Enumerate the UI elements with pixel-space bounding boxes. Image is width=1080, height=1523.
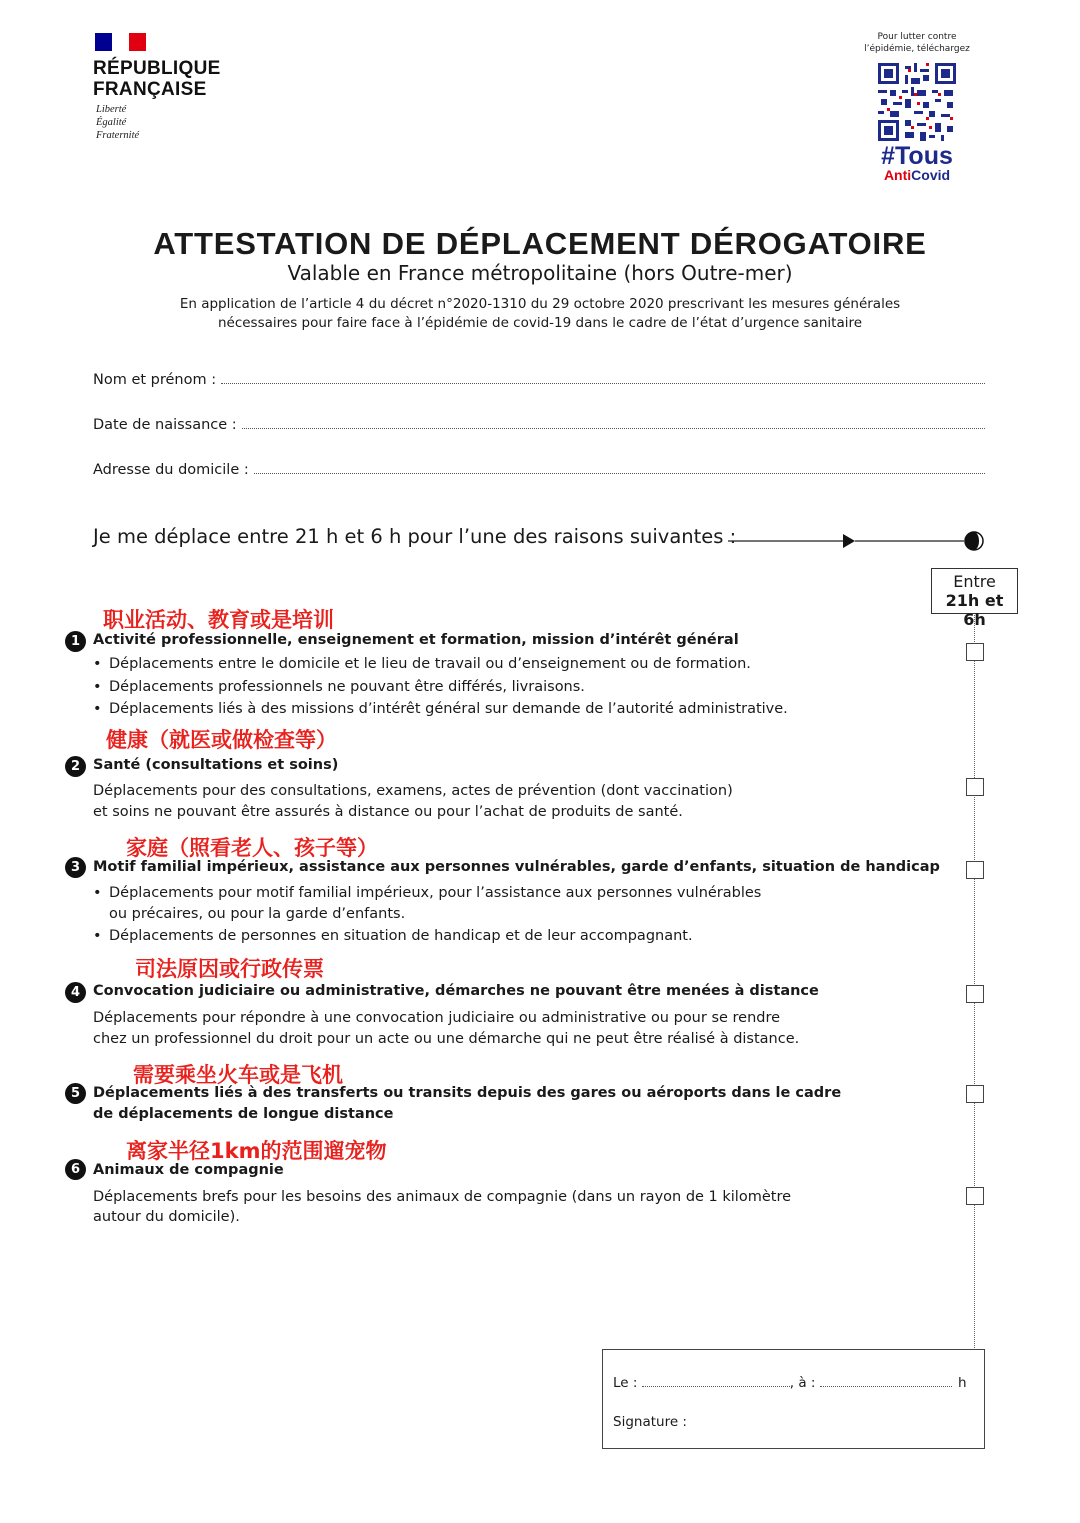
annotation-2: 健康（就医或做检查等） (106, 728, 337, 752)
legal-intro-line2: nécessaires pour faire face à l’épidémie de covid-19 dans le cadre de l’état d’urgence sanitaire (217, 315, 863, 331)
bullet-text: Déplacements de personnes en situation de handicap et de leur accompagnant. (109, 928, 693, 944)
hour-unit-label: h (958, 1375, 967, 1391)
section-6-number-icon: 6 (65, 1159, 86, 1180)
date-place-row (613, 1375, 967, 1391)
section-3-number-icon: 3 (65, 857, 86, 878)
anticovid-anti: Anti (883, 167, 912, 183)
section-3-bullet-1-continued: ou précaires, ou pour la garde d’enfants. (109, 906, 406, 922)
section-6-text-line2: autour du domicile). (93, 1209, 240, 1225)
annotation-5: 需要乘坐火车或是飞机 (133, 1063, 343, 1087)
anticovid-covid: Covid (911, 167, 951, 183)
section-6-text-line1: Déplacements brefs pour les besoins des animaux de compagnie (dans un rayon de 1 kilomètre (93, 1189, 792, 1205)
bullet-dot: • (93, 701, 102, 717)
time-range-line2: 21h et 6h (945, 591, 1004, 629)
time-range-box (931, 568, 1018, 629)
section-4-text-line1: Déplacements pour répondre à une convocation judiciaire ou administrative ou pour se rendre (93, 1010, 781, 1026)
section-2-text-line1: Déplacements pour des consultations, examens, actes de prévention (dont vaccination) (93, 783, 733, 799)
time-range-line1: Entre (953, 572, 996, 591)
section-2-checkbox[interactable] (966, 778, 984, 796)
logo-name-line2: FRANÇAISE (93, 79, 207, 100)
bullet-text: Déplacements professionnels ne pouvant être différés, livraisons. (109, 679, 585, 695)
bullet-text: Déplacements pour motif familial impérieux, pour l’assistance aux personnes vulnérables (109, 885, 762, 901)
section-1-checkbox[interactable] (966, 643, 984, 661)
arrow-to-moon-icon (0, 0, 1080, 560)
bullet-dot: • (93, 885, 102, 901)
section-5-checkbox[interactable] (966, 1085, 984, 1103)
signature-box (602, 1349, 985, 1449)
checkbox-guide-line (974, 615, 975, 1350)
section-1-number-icon: 1 (65, 631, 86, 652)
bullet-text: Déplacements liés à des missions d’intérêt général sur demande de l’autorité administrative. (109, 701, 788, 717)
section-5-heading-line2: de déplacements de longue distance (93, 1106, 394, 1122)
date-label: Le : (613, 1375, 638, 1391)
annotation-1: 职业活动、教育或是培训 (103, 608, 334, 632)
place-label: , à : (789, 1375, 816, 1391)
page-subtitle: Valable en France métropolitaine (hors Outre-mer) (287, 261, 793, 285)
section-4-checkbox[interactable] (966, 985, 984, 1003)
section-4-text-line2: chez un professionnel du droit pour un acte ou une démarche qui ne peut être réalisé à distance. (93, 1031, 800, 1047)
section-2-heading: Santé (consultations et soins) (93, 757, 339, 773)
bullet-dot: • (93, 679, 102, 695)
section-1-heading: Activité professionnelle, enseignement et formation, mission d’intérêt général (93, 632, 739, 648)
motto-egalite: Égalité (96, 117, 127, 128)
section-2-number-icon: 2 (65, 756, 86, 777)
page-title: ATTESTATION DE DÉPLACEMENT DÉROGATOIRE (153, 226, 927, 261)
tous-hashtag: #Tous (881, 142, 953, 170)
annotation-6: 离家半径1km的范围遛宠物 (126, 1139, 387, 1163)
date-input[interactable] (642, 1385, 790, 1387)
bullet-text: Déplacements entre le domicile et le lieu de travail ou d’enseignement ou de formation. (109, 656, 751, 672)
motto-fraternite: Fraternité (96, 130, 140, 141)
name-field-label: Nom et prénom : (93, 372, 217, 388)
section-3-heading: Motif familial impérieux, assistance aux personnes vulnérables, garde d’enfants, situation de handicap (93, 859, 940, 875)
reason-intro: Je me déplace entre 21 h et 6 h pour l’une des raisons suivantes : (93, 525, 737, 548)
section-5-heading: Déplacements liés à des transferts ou transits depuis des gares ou aéroports dans le cadre (93, 1085, 842, 1101)
signature-label: Signature : (613, 1414, 687, 1430)
section-2-text-line2: et soins ne pouvant être assurés à distance ou pour l’achat de produits de santé. (93, 804, 683, 820)
qr-caption-line2: l’épidémie, téléchargez (864, 44, 970, 54)
section-5-number-icon: 5 (65, 1083, 86, 1104)
annotation-3: 家庭（照看老人、孩子等） (126, 836, 378, 860)
birthdate-field-label: Date de naissance : (93, 417, 237, 433)
section-3-checkbox[interactable] (966, 861, 984, 879)
qr-caption-line1: Pour lutter contre (877, 32, 957, 42)
hour-input[interactable] (820, 1385, 952, 1387)
legal-intro-line1: En application de l’article 4 du décret n°2020-1310 du 29 octobre 2020 prescrivant les mesures générales (179, 296, 901, 312)
annotation-4: 司法原因或行政传票 (135, 957, 324, 981)
motto-liberte: Liberté (96, 104, 127, 115)
section-6-checkbox[interactable] (966, 1187, 984, 1205)
bullet-dot: • (93, 656, 102, 672)
section-6-heading: Animaux de compagnie (93, 1162, 284, 1178)
section-4-heading: Convocation judiciaire ou administrative, démarches ne pouvant être menées à distance (93, 983, 819, 999)
bullet-dot: • (93, 928, 102, 944)
section-4-number-icon: 4 (65, 982, 86, 1003)
logo-name-line1: RÉPUBLIQUE (93, 58, 221, 79)
address-field-label: Adresse du domicile : (93, 462, 249, 478)
